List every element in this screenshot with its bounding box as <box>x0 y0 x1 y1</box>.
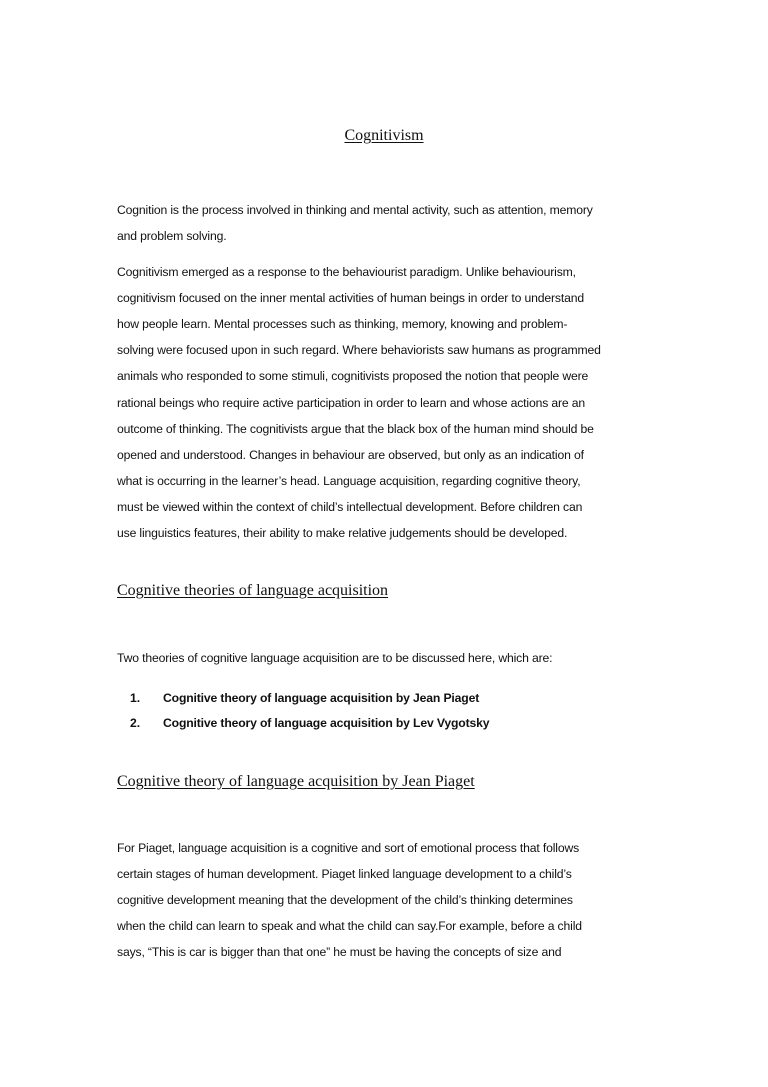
text-line: and problem solving. <box>117 229 227 244</box>
text-line: animals who responded to some stimuli, cognitivists proposed the notion that people were <box>117 369 589 384</box>
text-line: outcome of thinking. The cognitivists argue that the black box of the human mind should be <box>117 421 594 436</box>
text-line: cognitivism focused on the inner mental activities of human beings in order to understand <box>117 291 584 306</box>
text-line: certain stages of human development. Piaget linked language development to a child’s <box>117 867 572 882</box>
text-line: how people learn. Mental processes such as thinking, memory, knowing and problem- <box>117 317 568 332</box>
heading-piaget: Cognitive theory of language acquisition by Jean Piaget <box>117 773 475 790</box>
text-line: solving were focused upon in such regard. Where behaviorists saw humans as programmed <box>117 343 601 358</box>
text-line: must be viewed within the context of child’s intellectual development. Before children can <box>117 499 583 514</box>
text-line: Cognition is the process involved in thinking and mental activity, such as attention, memory <box>117 203 593 217</box>
list-number: 1. <box>130 691 141 705</box>
heading-cognitive-theories: Cognitive theories of language acquisition <box>117 582 389 599</box>
text-line: says, “This is car is bigger than that one” he must be having the concepts of size and <box>117 945 562 960</box>
text-line: use linguistics features, their ability to make relative judgements should be developed. <box>117 526 568 540</box>
document-title: Cognitivism <box>344 127 424 144</box>
list-text: Cognitive theory of language acquisition by Lev Vygotsky <box>163 716 490 730</box>
text-line: when the child can learn to speak and what the child can say.For example, before a child <box>117 919 582 934</box>
list-number: 2. <box>130 716 141 730</box>
text-line: For Piaget, language acquisition is a cognitive and sort of emotional process that follows <box>117 841 580 855</box>
intro-text: Two theories of cognitive language acquisition are to be discussed here, which are: <box>117 651 553 665</box>
text-line: cognitive development meaning that the development of the child’s thinking determines <box>117 893 573 908</box>
text-line: opened and understood. Changes in behaviour are observed, but only as an indication of <box>117 447 584 462</box>
text-line: rational beings who require active participation in order to learn and whose actions are an <box>117 395 586 410</box>
text-line: what is occurring in the learner’s head. Language acquisition, regarding cognitive theory, <box>117 473 581 488</box>
list-text: Cognitive theory of language acquisition by Jean Piaget <box>163 691 480 705</box>
text-line: Cognitivism emerged as a response to the behaviourist paradigm. Unlike behaviourism, <box>117 265 576 279</box>
